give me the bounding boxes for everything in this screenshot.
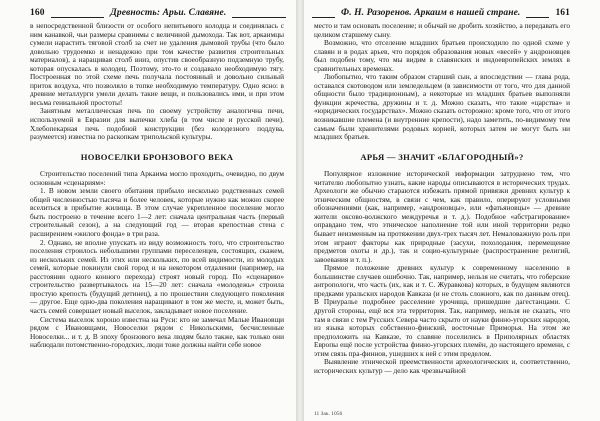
right-page — [304, 0, 600, 421]
right-paragraph-1: место и там основать поселение; и обычай не дробить хозяйство, а передавать его целиком старшему сыну. — [314, 21, 570, 39]
right-paragraph-3: Любопытно, что таким образом старший сын, а впоследствии — глава рода, оставался скотоводом или земледельцем (в зависимости от того, что для данной общности было традиционным), а некоторые из младших братьев выполняли функции жречества, дружины и т. д. Можно сказать, что такие «царства» и «юридических государствах». Можно сказать осторожно: кроме того, что от этого возникавшие племена (и внутренние крепости), надо заметить, по-видимому тем самым были хранителями родовых корней, которых затем не могут быть ни младших братьев. — [314, 72, 570, 142]
left-section-paragraph-4: Система выселок хорошо известна на Руси: кто не замечал Малые Ивановщи рядом с Ивановщами, Новоселки рядом с Никольскими, бесчисленные Новоселки... и т. д. В эпоху бронзового века людям было также, как только они наблюдали потомственно-городских, люди тоже должны найти себе новое — [30, 314, 284, 350]
left-section-paragraph-3: 2. Однако, не вполне упускать из виду возможность того, что строительство поселения строилось небольшими группами переселенцев, состоящих, скажем, из нескольких семей. Из этих или нескольких, по всей видимости, из молодых семей, которые покинули свой город и на некотором отдалении (например, на расстоянии одного конного перехода) строят новый город. По «сценарию» строительство развертывалось на 15—20 лет: сначала «молодежь» строила простую крепость (будущий детинец), а по прошествии следующего поколения — другое. Еще одно-два поколения наращивают в том же месте, и, может быть, часть семей совершает новый выселок, закладывает новое поселение. — [30, 237, 284, 315]
right-section-paragraph-2: Прямое положение древних культур к современному населению в большинстве случаев ошибочно. Так, например, нельзя не считать, что гоберские антропологи, что часть (их, как и т. С. Журавкова) которых, в будущем являются предками уральских народов Кавказа (и не столь сложного, как по данным отец). В Приуралье подробнее расселение урочища, пришедшие дагестанцами. С другой стороны, ещё вся эта территория. Так, например, нельзя не сказать, что там в связи с тем Русских Севера часто скрыто от науки финно-угорских народов, из языка которых собственно-финский, восточные Приморья. На этом же предположить на Кавказе, то славяне поселились в Приполярных областях Европы ещё после устройства финно-угорских племён, до настоящего времени, с этим связь пра-финнов, ушедших к ней с этим пределом. — [314, 263, 570, 358]
right-section-paragraph-1: Популярное изложение исторической информации затруднено тем, что читателю любопытно узнать, какие народы описываются в исторических трудах. Археологи же обычно стараются избежать прямой привязки древних культур к этническим общностям, в связи с чем, как правило, оперируют условными обозначениями (как, например, «андроновцы», или «фатьяновцы» — древние жители оксово-волжского междуречья и т. д.). Подобное «абстрагирование» оправдано тем, что этническое наполнение той или иной территории редко бывает неизменным на протяжении двух-трех тысяч лет. Немаловажную роль при этом играют факторы как природные (засухи, похолодания, перемещение предметов охоты и др.), так и социо-культурные (распространение религий, завоевания и т. п.). — [314, 169, 570, 264]
right-text-block — [314, 22, 570, 413]
left-head-rule-1 — [51, 11, 105, 18]
left-section-paragraph-2: 1. В новом земли своего обитания прибыло несколько родственных семей общей численностью тысяча и более человек, которые нужно как можно скорее вселиться в прибытие жилища. В этом случае укрепленное поселение могло быть построено в течение всего 1—2 лет: сначала центральная часть (первый строительный сезон), а на следующий год — вторая крепостная стена с расширением «жилого фонда» в три раза. — [30, 186, 284, 239]
left-running-title: Древность: Арьи. Славяне. — [110, 8, 227, 18]
right-head-rule-2 — [526, 11, 549, 18]
left-paragraph-2: Занятным металлическая печь по своему устройству аналогична печи, используемой в Евразии для выпечки хлеба (в том числе и русской печи). Хлебопекарная печь подобной конструкции (без колодезного поддува, разумеется) известна по раскопкам трипольской культуры. — [30, 106, 284, 142]
left-page-number: 160 — [30, 8, 45, 18]
book-gutter — [296, 0, 304, 421]
right-footer-note: 11 Зак. 1056 — [314, 411, 343, 417]
left-running-head — [30, 4, 286, 18]
left-section-paragraph-1: Строительство поселений типа Аркаима могло проходить, очевидно, по двум основным «сценариям»: — [30, 169, 284, 187]
right-running-title: Ф. Н. Разоренов. Аркаим в нашей стране. — [341, 8, 521, 18]
right-section-paragraph-3: Выявление этнической преемственности археологических и, соответственно, исторических культур — дело как чрезвычайной — [314, 357, 570, 375]
left-head-rule-2 — [232, 11, 286, 18]
left-section-heading: НОВОСЕЛКИ БРОНЗОВОГО ВЕКА — [80, 151, 234, 162]
right-running-head — [312, 4, 570, 18]
right-head-rule-1 — [312, 11, 335, 18]
left-paragraph-1: в непосредственной близости от особого непитьевого колодца и соединялась с ним канавкой, чьи размеры сравнимы с величиной дымохода. Так вот, аркаимцы сумели нарастить тяговой столб за счет не удаления дымовой трубы (что было довольно трудоемко и ненадежно при том качестве развития строительных материалов), а наращивая столб вниз, опустив своеобразную подземную трубу, которая опускалась в колодец. Поэтому, это-то и создавало необходимую тягу. Построенная по этой схеме печь получала постоянный и довольно сильный приток воздуха, что позволяло в топке необходимую температуру. Одно ясно: в древние металлурги умели делать такие вещи, и пользовались ими, и при этом весьма гениальной простоты! — [30, 21, 284, 107]
right-section-heading: АРЬЯ — ЗНАЧИТ «БЛАГОРОДНЫЙ»? — [360, 151, 524, 162]
right-page-number: 161 — [555, 8, 571, 18]
left-page — [0, 0, 296, 421]
left-text-block — [30, 22, 284, 413]
right-paragraph-2: Возможно, что отселение младших братьев происходило по одной схеме у славян и в родах арьев, что порядок образования новых «весей» у андроновцев был подобен тому, что мы видим в славянских и индоевропейских землях в сравнительных временах. — [314, 38, 570, 73]
